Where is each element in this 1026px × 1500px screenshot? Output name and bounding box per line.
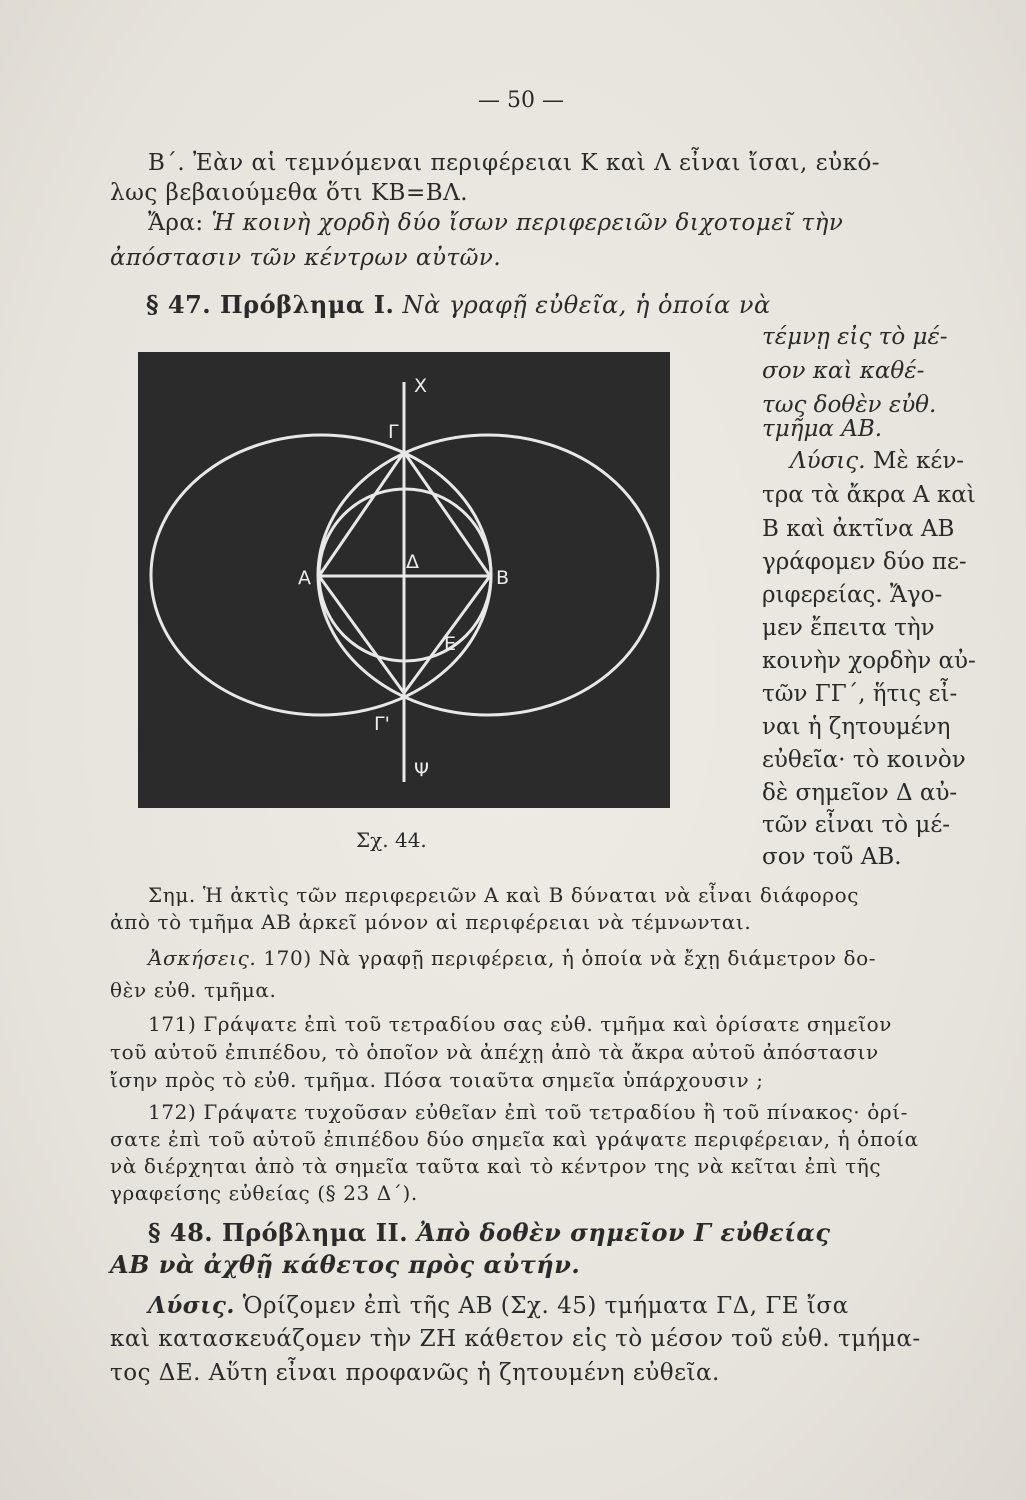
solution1-line: ναι ἡ ζητουμένη bbox=[762, 714, 951, 740]
label-gamma-prime: Γ' bbox=[374, 713, 390, 735]
conclusion-line-2: ἀπόστασιν τῶν κέντρων αὐτῶν. bbox=[110, 245, 502, 271]
conclusion-line-1 bbox=[148, 210, 843, 236]
solution2-line-2: καὶ κατασκευάζομεν τὴν ΖΗ κάθετον εἰς τὸ μέσον τοῦ εὐθ. τμήμα- bbox=[110, 1326, 921, 1352]
solution1-line: μεν ἔπειτα τὴν bbox=[762, 615, 935, 641]
label-gamma: Γ bbox=[388, 421, 399, 443]
label-a: Α bbox=[298, 567, 311, 589]
solution1-text: Μὲ κέν- bbox=[865, 448, 965, 474]
problem1-heading bbox=[146, 290, 771, 319]
solution1-line: γράφομεν δύο πε- bbox=[762, 549, 967, 575]
solution1-line: κοινὴν χορδὴν αὐ- bbox=[762, 648, 976, 674]
solution1-line-1 bbox=[790, 448, 964, 474]
solution1-line: τῶν ΓΓ΄, ἥτις εἶ- bbox=[762, 681, 958, 707]
solution1-line: δὲ σημεῖον Δ αὐ- bbox=[762, 780, 958, 806]
page-number: — 50 — bbox=[478, 88, 564, 113]
solution1-line: εὐθεῖα· τὸ κοινὸν bbox=[762, 747, 966, 773]
exercise-170-line-2: θὲν εὐθ. τμῆμα. bbox=[110, 978, 277, 1002]
problem1-section: § 47. Πρόβλημα Ι. bbox=[146, 290, 395, 319]
exercise-172-line-2: σατε ἐπὶ τοῦ αὐτοῦ ἐπιπέδου δύο σημεῖα καὶ γράψατε περιφέρειαν, ἡ ὁποία bbox=[110, 1127, 919, 1151]
problem2-statement-2: ΑΒ νὰ ἀχθῇ κάθετος πρὸς αὐτήν. bbox=[110, 1250, 581, 1279]
label-x: X bbox=[414, 375, 428, 397]
para-b-line-1: Β΄. Ἐὰν αἱ τεμνόμεναι περιφέρειαι Κ καὶ Λ εἶναι ἴσαι, εὐκό- bbox=[148, 150, 881, 176]
geometry-diagram bbox=[138, 352, 670, 808]
solution2-line-3: τος ΔΕ. Αὕτη εἶναι προφανῶς ἡ ζητουμένη εὐθεῖα. bbox=[110, 1360, 720, 1386]
problem1-statement-start: Νὰ γραφῇ εὐθεῖα, ἡ ὁποία νὰ bbox=[402, 291, 771, 319]
problem2-statement-1: Ἀπὸ δοθὲν σημεῖον Γ εὐθείας bbox=[408, 1218, 831, 1247]
figure-caption: Σχ. 44. bbox=[356, 828, 427, 852]
solution1-line: Β καὶ ἀκτῖνα ΑΒ bbox=[762, 516, 955, 542]
exercise-171-line-3: ἴσην πρὸς τὸ εὐθ. τμῆμα. Πόσα τοιαῦτα σημεῖα ὑπάρχουσιν ; bbox=[110, 1068, 764, 1092]
problem1-statement-line: τμῆμα ΑΒ. bbox=[762, 416, 883, 442]
para-b-line-2: λως βεβαιούμεθα ὅτι ΚΒ=ΒΛ. bbox=[110, 180, 469, 206]
exercise-171-line-2: τοῦ αὐτοῦ ἐπιπέδου, τὸ ὁποῖον νὰ ἀπέχῃ ἀπὸ τὰ ἄκρα αὐτοῦ ἀπόστασιν bbox=[110, 1040, 879, 1064]
label-delta: Δ bbox=[406, 551, 419, 573]
exercise-172-line-4: γραφείσης εὐθείας (§ 23 Δ΄). bbox=[110, 1181, 418, 1205]
exercise-170-text: 170) Νὰ γραφῇ περιφέρεια, ἡ ὁποία νὰ ἔχῃ διάμετρον δο- bbox=[256, 946, 877, 970]
note-line-2: ἀπὸ τὸ τμῆμα ΑΒ ἀρκεῖ μόνον αἱ περιφέρειαι νὰ τέμνωνται. bbox=[110, 910, 752, 934]
problem1-statement-line: σον καὶ καθέ- bbox=[762, 358, 925, 384]
exercise-172-line-1: 172) Γράψατε τυχοῦσαν εὐθεῖαν ἐπὶ τοῦ τετραδίου ἢ τοῦ πίνακος· ὁρί- bbox=[148, 1100, 909, 1124]
problem2-section: § 48. Πρόβλημα ΙΙ. bbox=[148, 1218, 409, 1247]
conclusion-text-1: Ἡ κοινὴ χορδὴ δύο ἴσων περιφερειῶν διχοτομεῖ τὴν bbox=[211, 210, 844, 236]
label-e: Ε bbox=[444, 633, 457, 655]
solution1-line: τρα τὰ ἄκρα Α καὶ bbox=[762, 482, 976, 508]
conclusion-prefix: Ἄρα: bbox=[148, 210, 212, 236]
problem1-statement-line: τέμνῃ εἰς τὸ μέ- bbox=[762, 324, 948, 350]
figure-44 bbox=[138, 352, 670, 808]
solution2-line-1 bbox=[148, 1292, 849, 1319]
solution1-label: Λύσις. bbox=[790, 448, 866, 474]
solution1-line: σον τοῦ ΑΒ. bbox=[762, 844, 902, 870]
solution1-line: ριφερείας. Ἄγο- bbox=[762, 582, 943, 608]
exercises-label: Ἀσκήσεις. bbox=[148, 946, 257, 970]
solution2-label: Λύσις. bbox=[148, 1292, 235, 1319]
solution1-line: τῶν εἶναι τὸ μέ- bbox=[762, 812, 951, 838]
note-line-1: Σημ. Ἡ ἀκτὶς τῶν περιφερειῶν Α καὶ Β δύναται νὰ εἶναι διάφορος bbox=[148, 883, 860, 907]
exercise-170-line-1 bbox=[148, 946, 876, 970]
problem2-heading bbox=[148, 1218, 830, 1247]
exercise-172-line-3: νὰ διέρχηται ἀπὸ τὰ σημεῖα ταῦτα καὶ τὸ κέντρον της νὰ κεῖται ἐπὶ τῆς bbox=[110, 1154, 882, 1178]
problem1-statement-line: τως δοθὲν εὐθ. bbox=[762, 392, 937, 418]
label-b: Β bbox=[496, 567, 510, 589]
exercise-171-line-1: 171) Γράψατε ἐπὶ τοῦ τετραδίου σας εὐθ. τμῆμα καὶ ὁρίσατε σημεῖον bbox=[148, 1012, 893, 1036]
label-psi: Ψ bbox=[414, 759, 429, 781]
solution2-text: Ὁρίζομεν ἐπὶ τῆς ΑΒ (Σχ. 45) τμήματα ΓΔ, ΓΕ ἴσα bbox=[234, 1293, 849, 1319]
